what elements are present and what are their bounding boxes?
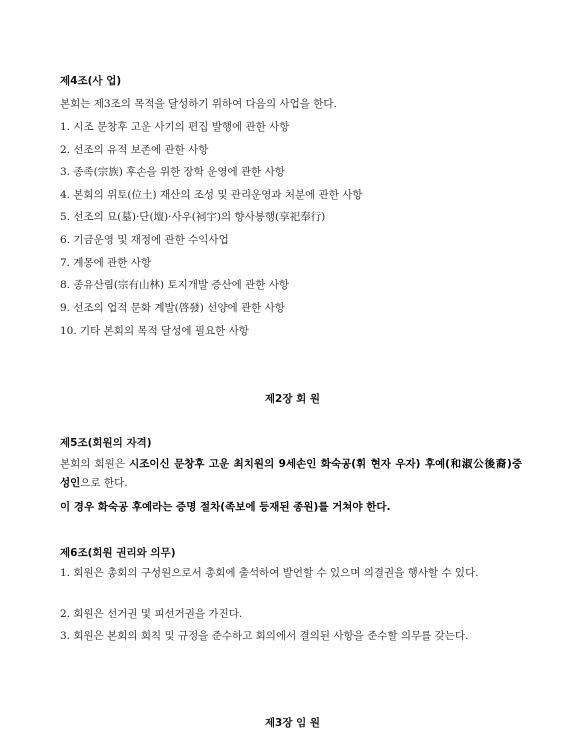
article4-item: 5. 선조의 묘(墓)·단(壇)·사우(祠宇)의 향사봉행(享祀奉行)	[60, 211, 326, 223]
chapter-title: 제3장 임 원	[264, 717, 321, 729]
article5-bold-text: 시조이신 문창후 고운 최치원의 9세손인 화숙공(휘 현자 우자) 후예(和淑公後裔)중 성인	[60, 458, 522, 489]
article4-heading: 제4조(사 업)	[60, 75, 122, 87]
article4-item: 3. 종족(宗族) 후손을 위한 장학 운영에 관한 사항	[60, 166, 285, 178]
article4-item: 1. 시조 문창후 고운 사기의 편집 발행에 관한 사항	[60, 121, 290, 133]
article6-item: 1. 회원은 총회의 구성원으로서 총회에 출석하여 발언할 수 있으며 의결권을 행사할 수 있다.	[60, 567, 479, 579]
article5-note: 이 경우 화숙공 후예라는 증명 절차(족보에 등재된 종원)를 거쳐야 한다.	[60, 501, 391, 513]
article5-heading: 제5조(회원의 자격)	[60, 437, 152, 449]
article5-paragraph	[60, 455, 522, 493]
article4-item: 2. 선조의 유적 보존에 관한 사항	[60, 144, 209, 156]
article4-item: 4. 본회의 위토(位土) 재산의 조성 및 관리운영과 처분에 관한 사항	[60, 189, 363, 201]
article4-item: 9. 선조의 업적 문화 계발(啓發) 선양에 관한 사항	[60, 302, 285, 314]
article6-item: 2. 회원은 선거권 및 피선거권을 가진다.	[60, 608, 243, 620]
article4-item: 6. 기금운영 및 재정에 관한 수익사업	[60, 234, 229, 246]
article4-item: 8. 종유산림(宗有山林) 토지개발 증산에 관한 사항	[60, 279, 290, 291]
article4-item: 7. 계몽에 관한 사항	[60, 257, 152, 269]
article4-intro: 본회는 제3조의 목적을 달성하기 위하여 다음의 사업을 한다.	[60, 98, 337, 110]
article5-text-end: 으로 한다.	[80, 477, 128, 489]
chapter-title: 제2장 회 원	[264, 393, 321, 405]
article4-item: 10. 기타 본회의 목적 달성에 필요한 사항	[60, 325, 249, 337]
article6-item: 3. 회원은 본회의 회칙 및 규정을 준수하고 회의에서 결의된 사항을 준수할 의무를 갖는다.	[60, 630, 469, 642]
article5-text: 본회의 회원은	[60, 458, 130, 470]
article6-heading: 제6조(회원 권리와 의무)	[60, 547, 176, 559]
